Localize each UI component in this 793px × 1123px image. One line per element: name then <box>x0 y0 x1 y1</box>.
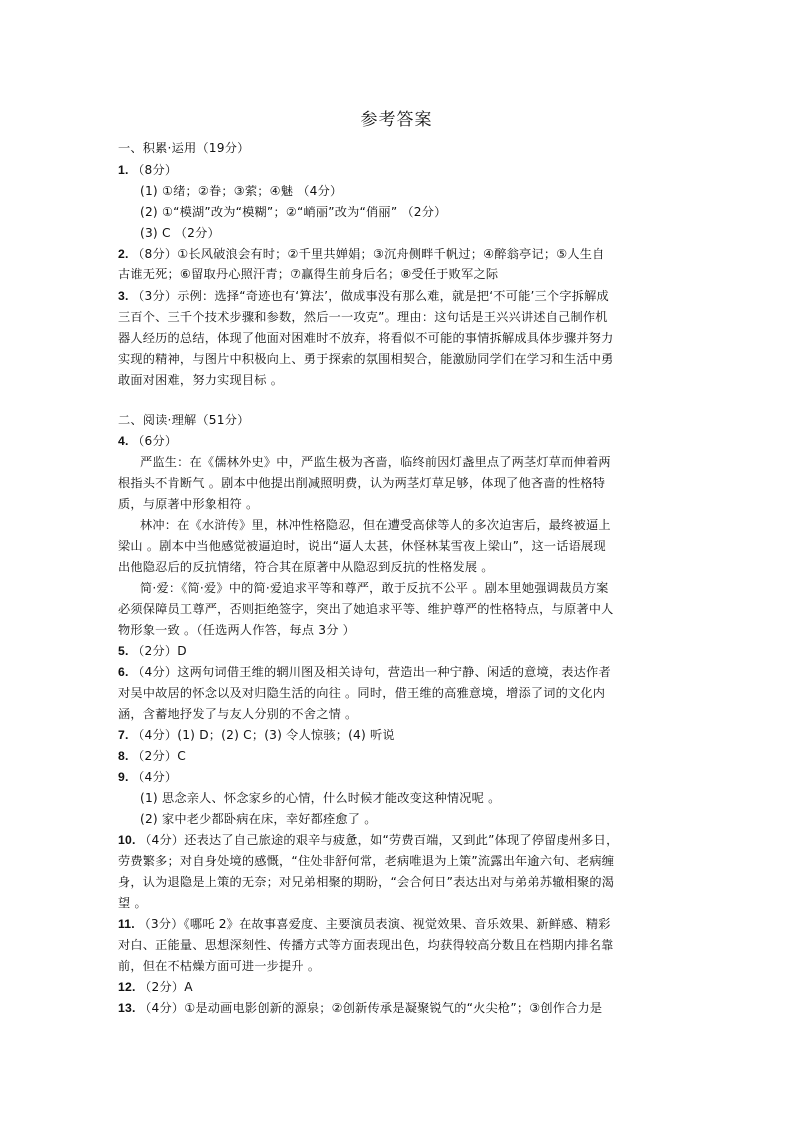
line-text: （2分）D <box>132 644 187 658</box>
text-line <box>118 727 395 743</box>
line-text: 三百个、三千个技术步骤和参数，然后一一攻克”。理由：这句话是王兴兴讲述自己制作机 <box>118 310 608 324</box>
question-number: 4. <box>118 434 133 448</box>
line-text: （3分）《哪吒 2》在故事喜爱度、主要演员表演、视觉效果、音乐效果、新鲜感、精彩 <box>138 917 611 931</box>
page-title: 参考答案 <box>360 110 433 130</box>
text-line <box>118 162 177 178</box>
question-number: 13. <box>118 1001 140 1015</box>
line-text: 对吴中故居的怀念以及对归隐生活的向往 。同时，借王维的高雅意境，增添了词的文化内 <box>118 686 606 700</box>
text-line <box>118 685 605 701</box>
line-text: (1) ①绪；②眷；③萦；④魅 （4分） <box>140 184 343 198</box>
line-text: （8分）①长风破浪会有时；②千里共婵娟；③沉舟侧畔千帆过；④醉翁亭记；⑤人生自 <box>132 247 605 261</box>
text-line <box>140 454 611 470</box>
line-text: 古谁无死；⑥留取丹心照汗青；⑦赢得生前身后名；⑧受任于败军之际 <box>118 267 499 281</box>
text-line <box>118 330 614 346</box>
text-line <box>118 853 614 869</box>
line-text: 实现的精神，与图片中积极向上、勇于探索的氛围相契合，能激励同学们在学习和生活中勇 <box>118 352 614 366</box>
text-line <box>118 288 609 304</box>
line-text: 梁山 。剧本中当他感觉被逼迫时，说出“逼人太甚，休怪林某雪夜上梁山”，这一话语展现 <box>118 539 606 553</box>
line-text: （4分）(1) D；(2) C；(3) 令人惊骇；(4) 听说 <box>132 728 395 742</box>
text-line <box>118 559 494 575</box>
line-text: （6分） <box>132 434 178 448</box>
question-number: 6. <box>118 665 133 679</box>
question-number: 3. <box>118 289 133 303</box>
line-text: 前，但在不枯燥方面可进一步提升 。 <box>118 959 321 973</box>
line-text: （2分）A <box>139 980 193 994</box>
line-text: （8分） <box>132 163 178 177</box>
line-text: 林冲：在《水浒传》里，林冲性格隐忍，但在遭受高俅等人的多次迫害后，最终被逼上 <box>140 518 611 532</box>
line-text: 劳费繁多；对自身处境的感慨，“住处非舒何常，老病唯退为上策”流露出年逾六旬、老病缠 <box>118 854 615 868</box>
question-number: 12. <box>118 980 140 994</box>
question-number: 9. <box>118 770 133 784</box>
line-text: 质，与原著中形象相符 。 <box>118 497 259 511</box>
question-number: 7. <box>118 728 133 742</box>
text-line <box>118 643 187 659</box>
text-line <box>140 517 611 533</box>
line-text: 物形象一致 。（任选两人作答，每点 3分 ） <box>118 623 356 637</box>
question-number: 11. <box>118 917 139 931</box>
text-line <box>118 769 177 785</box>
line-text: 简·爱：《简·爱》中的简·爱追求平等和尊严，敢于反抗不公平 。剧本里她强调裁员方案 <box>140 581 609 595</box>
line-text: 二、阅读·理解（51分） <box>118 413 250 427</box>
line-text: （2分）C <box>132 749 186 763</box>
question-number: 5. <box>118 644 133 658</box>
line-text: 身，认为退隐是上策的无奈；对兄弟相聚的期盼，“会合何日”表达出对与弟弟苏辙相聚的渴 <box>118 875 615 889</box>
line-text: 一、积累·运用（19分） <box>118 141 250 155</box>
line-text: 出他隐忍后的反抗情绪，符合其在原著中从隐忍到反抗的性格发展 。 <box>118 560 494 574</box>
line-text: 必须保障员工尊严，否则拒绝签字，突出了她追求平等、维护尊严的性格特点，与原著中人 <box>118 602 614 616</box>
text-line <box>118 266 498 282</box>
line-text: （4分） <box>132 770 178 784</box>
text-line <box>118 309 608 325</box>
text-line <box>118 664 611 680</box>
text-line <box>118 601 614 617</box>
line-text: （4分）①是动画电影创新的源泉；②创新传承是凝聚锐气的“火尖枪”；③创作合力是 <box>139 1001 603 1015</box>
line-text: 器人经历的总结，体现了他面对困难时不放弃，将看似不可能的事情拆解成具体步骤并努力 <box>118 331 614 345</box>
text-line <box>140 183 342 199</box>
text-line <box>118 351 614 367</box>
question-number: 1. <box>118 163 133 177</box>
text-line <box>118 748 186 764</box>
line-text: (3) C （2分） <box>140 226 220 240</box>
line-text: （3分）示例：选择“奇迹也有‘算法’，做成事没有那么难，就是把‘不可能’三个字拆解成 <box>132 289 609 303</box>
text-line <box>118 140 249 156</box>
text-line <box>140 811 377 827</box>
text-line <box>140 225 220 241</box>
question-number: 2. <box>118 247 133 261</box>
line-text: (2) ①“模湖”改为“模糊”；②“峭丽”改为“俏丽” （2分） <box>140 205 447 219</box>
line-text: （4分）还表达了自己旅途的艰辛与疲惫，如“劳费百端，又到此”体现了停留虔州多日， <box>139 833 619 847</box>
text-line <box>118 246 605 262</box>
line-text: 根指头不肯断气 。剧本中他提出削减照明费，认为两茎灯草足够，体现了他吝啬的性格特 <box>118 476 606 490</box>
text-line <box>140 790 500 806</box>
question-number: 8. <box>118 749 133 763</box>
line-text: 严监生：在《儒林外史》中，严监生极为吝啬，临终前因灯盏里点了两茎灯草而伸着两 <box>140 455 611 469</box>
text-line <box>118 874 614 890</box>
line-text: 涵，含蓄地抒发了与友人分别的不舍之情 。 <box>118 707 358 721</box>
line-text: (2) 家中老少都卧病在床，幸好都痊愈了 。 <box>140 812 377 826</box>
text-line <box>118 916 611 932</box>
text-line <box>118 475 605 491</box>
text-line <box>140 580 609 596</box>
text-line <box>118 622 355 638</box>
line-text: （4分）这两句词借王维的辋川图及相关诗句，营造出一种宁静、闲适的意境，表达作者 <box>132 665 611 679</box>
text-line <box>118 937 614 953</box>
line-text: (1) 思念亲人、怀念家乡的心情，什么时候才能改变这种情况呢 。 <box>140 791 501 805</box>
text-line <box>118 958 320 974</box>
line-text: 望 。 <box>118 896 147 910</box>
text-line <box>140 204 447 220</box>
text-line <box>118 979 193 995</box>
text-line <box>118 538 606 554</box>
text-line <box>118 433 177 449</box>
text-line <box>118 412 249 428</box>
text-line <box>118 372 283 388</box>
text-line <box>118 832 618 848</box>
line-text: 敢面对困难，努力实现目标 。 <box>118 373 284 387</box>
text-line <box>118 1000 602 1016</box>
question-number: 10. <box>118 833 140 847</box>
text-line <box>118 706 357 722</box>
text-line <box>118 895 147 911</box>
line-text: 对白、正能量、思想深刻性、传播方式等方面表现出色，均获得较高分数且在档期内排名靠 <box>118 938 614 952</box>
text-line <box>118 496 258 512</box>
